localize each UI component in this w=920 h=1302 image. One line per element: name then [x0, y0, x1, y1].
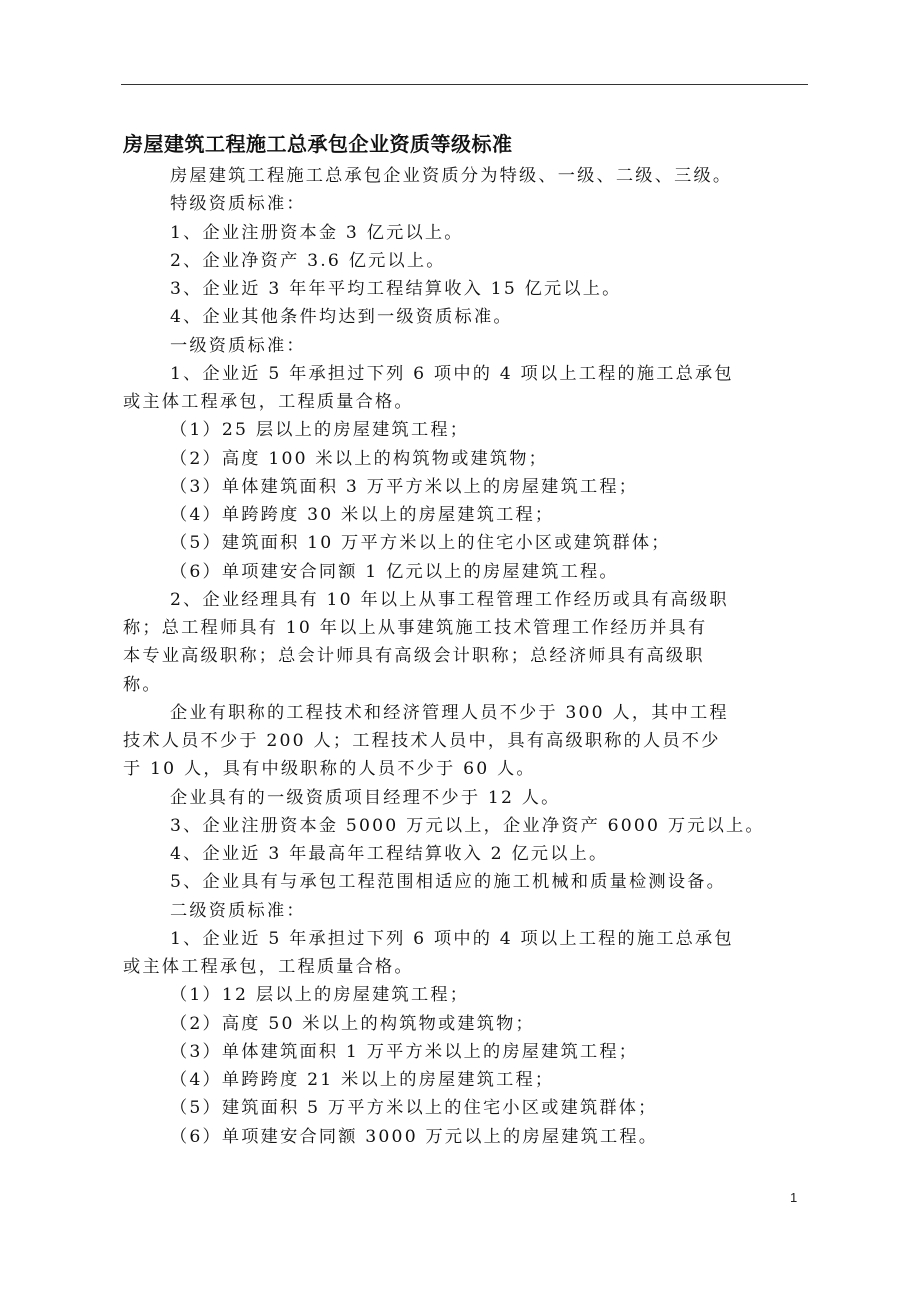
text-line: （6）单项建安合同额 3000 万元以上的房屋建筑工程。	[170, 1126, 659, 1147]
text-line: 企业有职称的工程技术和经济管理人员不少于 300 人，其中工程	[170, 702, 729, 723]
text-line: 3、企业近 3 年年平均工程结算收入 15 亿元以上。	[170, 279, 622, 299]
text-line: 5、企业具有与承包工程范围相适应的施工机械和质量检测设备。	[170, 872, 726, 893]
text-line: 于 10 人，具有中级职称的人员不少于 60 人。	[123, 759, 536, 780]
text-line: 房屋建筑工程施工总承包企业资质分为特级、一级、二级、三级。	[170, 166, 733, 186]
text-line: （2）高度 100 米以上的构筑物或建筑物；	[170, 448, 549, 469]
text-line: 2、企业经理具有 10 年以上从事工程管理工作经历或具有高级职	[170, 589, 729, 610]
text-line: （1）25 层以上的房屋建筑工程；	[170, 420, 470, 441]
text-line: 特级资质标准：	[170, 194, 306, 215]
text-line: （5）建筑面积 5 万平方米以上的住宅小区或建筑群体；	[170, 1098, 658, 1119]
text-line: 4、企业其他条件均达到一级资质标准。	[170, 307, 513, 328]
text-line: （3）单体建筑面积 1 万平方米以上的房屋建筑工程；	[170, 1041, 639, 1062]
header-rule	[121, 84, 808, 85]
text-line: 一级资质标准：	[170, 335, 306, 356]
text-line: 企业具有的一级资质项目经理不少于 12 人。	[170, 787, 561, 808]
page-number: 1	[790, 1190, 798, 1205]
document-title: 房屋建筑工程施工总承包企业资质等级标准	[123, 132, 513, 156]
text-line: 2、企业净资产 3.6 亿元以上。	[170, 250, 446, 271]
text-line: 二级资质标准：	[170, 900, 306, 921]
text-line: （1）12 层以上的房屋建筑工程；	[170, 985, 470, 1006]
text-line: （3）单体建筑面积 3 万平方米以上的房屋建筑工程；	[170, 476, 639, 497]
text-line: 1、企业近 5 年承担过下列 6 项中的 4 项以上工程的施工总承包	[170, 928, 734, 949]
text-line: 或主体工程承包，工程质量合格。	[123, 957, 414, 977]
text-line: （5）建筑面积 10 万平方米以上的住宅小区或建筑群体；	[170, 533, 671, 554]
text-line: 本专业高级职称；总会计师具有高级会计职称；总经济师具有高级职	[123, 646, 705, 667]
text-line: 称。	[123, 674, 162, 695]
text-line: （6）单项建安合同额 1 亿元以上的房屋建筑工程。	[170, 561, 619, 582]
text-line: 技术人员不少于 200 人；工程技术人员中，具有高级职称的人员不少	[123, 731, 721, 751]
text-line: 1、企业注册资本金 3 亿元以上。	[170, 222, 464, 243]
text-line: （2）高度 50 米以上的构筑物或建筑物；	[170, 1013, 535, 1034]
text-line: 3、企业注册资本金 5000 万元以上，企业净资产 6000 万元以上。	[170, 815, 765, 836]
text-line: 称；总工程师具有 10 年以上从事建筑施工技术管理工作经历并具有	[123, 618, 708, 638]
text-line: 或主体工程承包，工程质量合格。	[123, 392, 414, 412]
text-line: （4）单跨跨度 21 米以上的房屋建筑工程；	[170, 1070, 555, 1090]
text-line: （4）单跨跨度 30 米以上的房屋建筑工程；	[170, 505, 555, 525]
text-line: 1、企业近 5 年承担过下列 6 项中的 4 项以上工程的施工总承包	[170, 363, 734, 384]
text-line: 4、企业近 3 年最高年工程结算收入 2 亿元以上。	[170, 844, 609, 864]
